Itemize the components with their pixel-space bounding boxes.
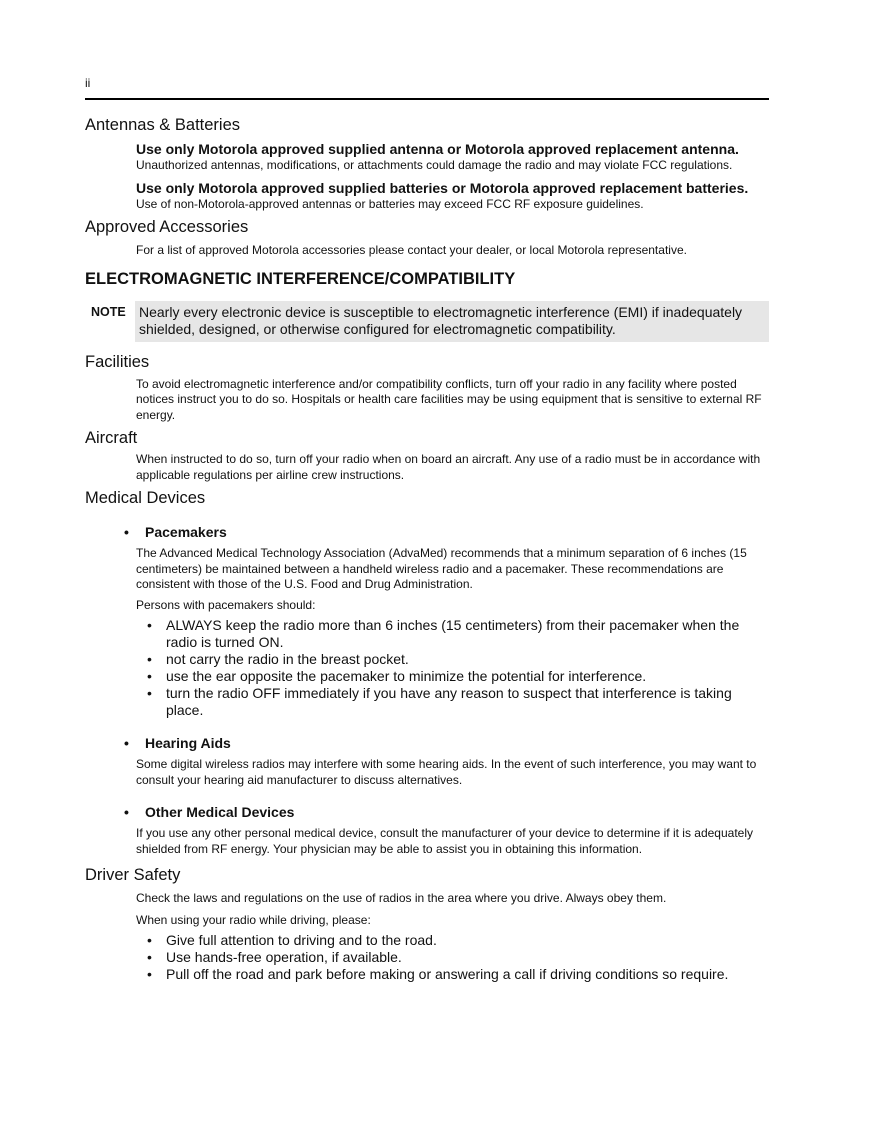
battery-text: Use of non-Motorola-approved antennas or batteries may exceed FCC RF exposure guidelines.	[136, 196, 644, 211]
hearing-text: Some digital wireless radios may interfere with some hearing aids. In the event of such interference, you may want to consult your hearing aid manufacturer to discuss alternatives.	[136, 757, 757, 787]
page-content	[85, 115, 769, 983]
page-number: ii	[85, 76, 91, 90]
antennas-section	[136, 141, 769, 212]
header-rule	[85, 98, 769, 100]
aircraft-heading: Aircraft	[85, 429, 138, 447]
emi-note	[85, 301, 769, 342]
list-item: • Use hands-free operation, if available.	[136, 949, 769, 966]
bullet-dot: •	[124, 524, 129, 540]
driver-text-2: When using your radio while driving, please:	[136, 912, 371, 927]
list-item: • ALWAYS keep the radio more than 6 inches (15 centimeters) from their pacemaker when the radio is turned ON.	[136, 617, 769, 651]
list-item: • Give full attention to driving and to the road.	[136, 932, 769, 949]
antennas-heading: Antennas & Batteries	[85, 116, 241, 134]
driver-heading: Driver Safety	[85, 866, 181, 884]
facilities-heading: Facilities	[85, 352, 150, 371]
pacemakers-text: The Advanced Medical Technology Association (AdvaMed) recommends that a minimum separation of 6 inches (15 centimeters) be maintained between a handheld wireless radio and a pacemaker. These recommendations are consistent with those of the U.S. Food and Drug Administration.	[136, 546, 747, 591]
accessories-heading: Approved Accessories	[85, 218, 249, 236]
medical-heading: Medical Devices	[85, 489, 206, 507]
bullet-dot: •	[124, 804, 129, 820]
list-item: • Pull off the road and park before making or answering a call if driving conditions so require.	[136, 966, 769, 983]
pacemakers-title: Pacemakers	[145, 524, 227, 540]
aircraft-text: When instructed to do so, turn off your radio when on board an aircraft. Any use of a radio must be in accordance with applicable regulations per airline crew instructions.	[136, 452, 761, 482]
pacemakers-heading	[124, 523, 769, 541]
other-devices-heading	[124, 803, 769, 821]
hearing-title: Hearing Aids	[145, 735, 231, 751]
emi-heading: ELECTROMAGNETIC INTERFERENCE/COMPATIBILITY	[85, 269, 516, 288]
list-item: • use the ear opposite the pacemaker to minimize the potential for interference.	[136, 668, 769, 685]
note-text: Nearly every electronic device is susceptible to electromagnetic interference (EMI) if inadequately shielded, designed, or otherwise configured for electromagnetic compatibility.	[135, 301, 769, 342]
list-item: • not carry the radio in the breast pocket.	[136, 651, 769, 668]
pacemakers-intro: Persons with pacemakers should:	[136, 597, 316, 612]
driver-list	[136, 932, 769, 983]
pacemaker-list	[136, 617, 769, 719]
other-devices-title: Other Medical Devices	[145, 804, 295, 820]
other-devices-text: If you use any other personal medical device, consult the manufacturer of your device to determine if it is adequately shielded from RF energy. Your physician may be able to assist you in obtaining this information.	[136, 826, 754, 856]
note-label: NOTE	[91, 304, 126, 319]
bullet-dot: •	[124, 735, 129, 751]
accessories-text: For a list of approved Motorola accessories please contact your dealer, or local Motorola representative.	[136, 243, 687, 257]
driver-text-1: Check the laws and regulations on the use of radios in the area where you drive. Always obey them.	[136, 891, 667, 905]
battery-warning: Use only Motorola approved supplied batteries or Motorola approved replacement batteries.	[136, 179, 749, 196]
facilities-text: To avoid electromagnetic interference and/or compatibility conflicts, turn off your radio in any facility where posted notices instruct you to do so. Hospitals or health care facilities may be using equipment that is sensitive to external RF energy.	[136, 376, 762, 422]
list-item: • turn the radio OFF immediately if you have any reason to suspect that interference is taking place.	[136, 685, 769, 719]
antenna-warning: Use only Motorola approved supplied antenna or Motorola approved replacement antenna.	[136, 141, 739, 157]
hearing-heading	[124, 734, 769, 752]
antenna-text: Unauthorized antennas, modifications, or attachments could damage the radio and may violate FCC regulations.	[136, 158, 733, 172]
